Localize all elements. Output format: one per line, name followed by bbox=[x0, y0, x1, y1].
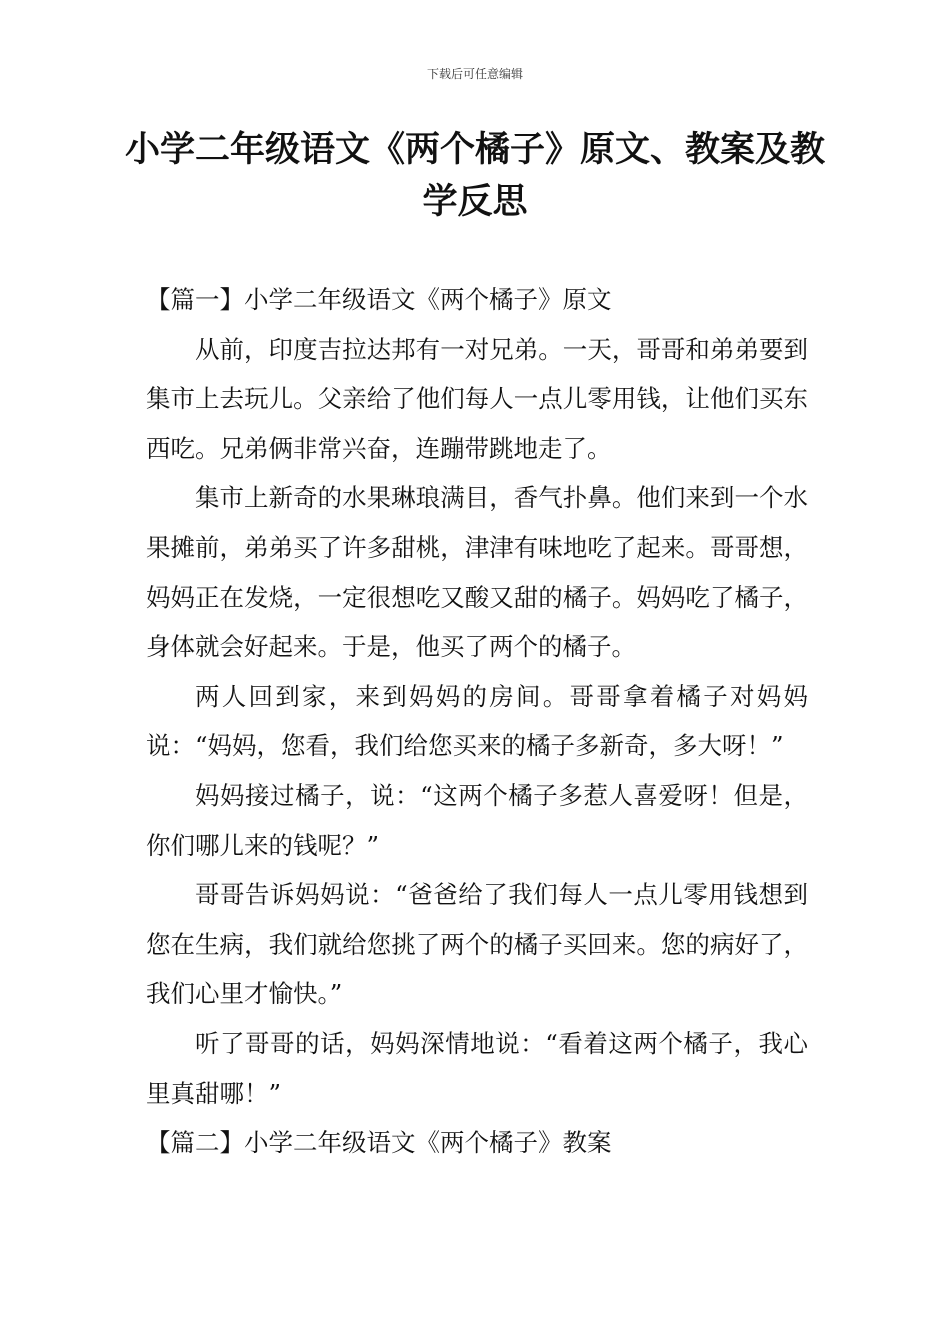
section-heading-2: 【篇二】小学二年级语文《两个橘子》教案 bbox=[146, 1128, 612, 1158]
paragraph-1: 从前，印度吉拉达邦有一对兄弟。一天，哥哥和弟弟要到集市上去玩儿。父亲给了他们每人一点儿零用钱，让他们买东西吃。兄弟俩非常兴奋，连蹦带跳地走了。 bbox=[146, 334, 808, 463]
paragraph-2: 集市上新奇的水果琳琅满目，香气扑鼻。他们来到一个水果摊前，弟弟买了许多甜桃，津津有味地吃了起来。哥哥想，妈妈正在发烧，一定很想吃又酸又甜的橘子。妈妈吃了橘子，身体就会好起来。于是，他买了两个的橘子。 bbox=[146, 483, 808, 662]
document-body bbox=[146, 275, 808, 1168]
paragraph-4: 妈妈接过橘子，说：“这两个橘子多惹人喜爱呀！但是，你们哪儿来的钱呢？” bbox=[146, 780, 808, 860]
header-note: 下载后可任意编辑 bbox=[426, 67, 523, 81]
paragraph-5: 哥哥告诉妈妈说：“爸爸给了我们每人一点儿零用钱想到您在生病，我们就给您挑了两个的橘子买回来。您的病好了，我们心里才愉快。” bbox=[146, 880, 808, 1009]
section-heading-1: 【篇一】小学二年级语文《两个橘子》原文 bbox=[146, 285, 612, 314]
document-title: 小学二年级语文《两个橘子》原文、教案及教学反思 bbox=[124, 130, 825, 222]
paragraph-6: 听了哥哥的话，妈妈深情地说：“看着这两个橘子，我心里真甜哪！” bbox=[146, 1028, 808, 1108]
paragraph-3: 两人回到家，来到妈妈的房间。哥哥拿着橘子对妈妈说：“妈妈，您看，我们给您买来的橘子多新奇，多大呀！” bbox=[146, 681, 808, 761]
